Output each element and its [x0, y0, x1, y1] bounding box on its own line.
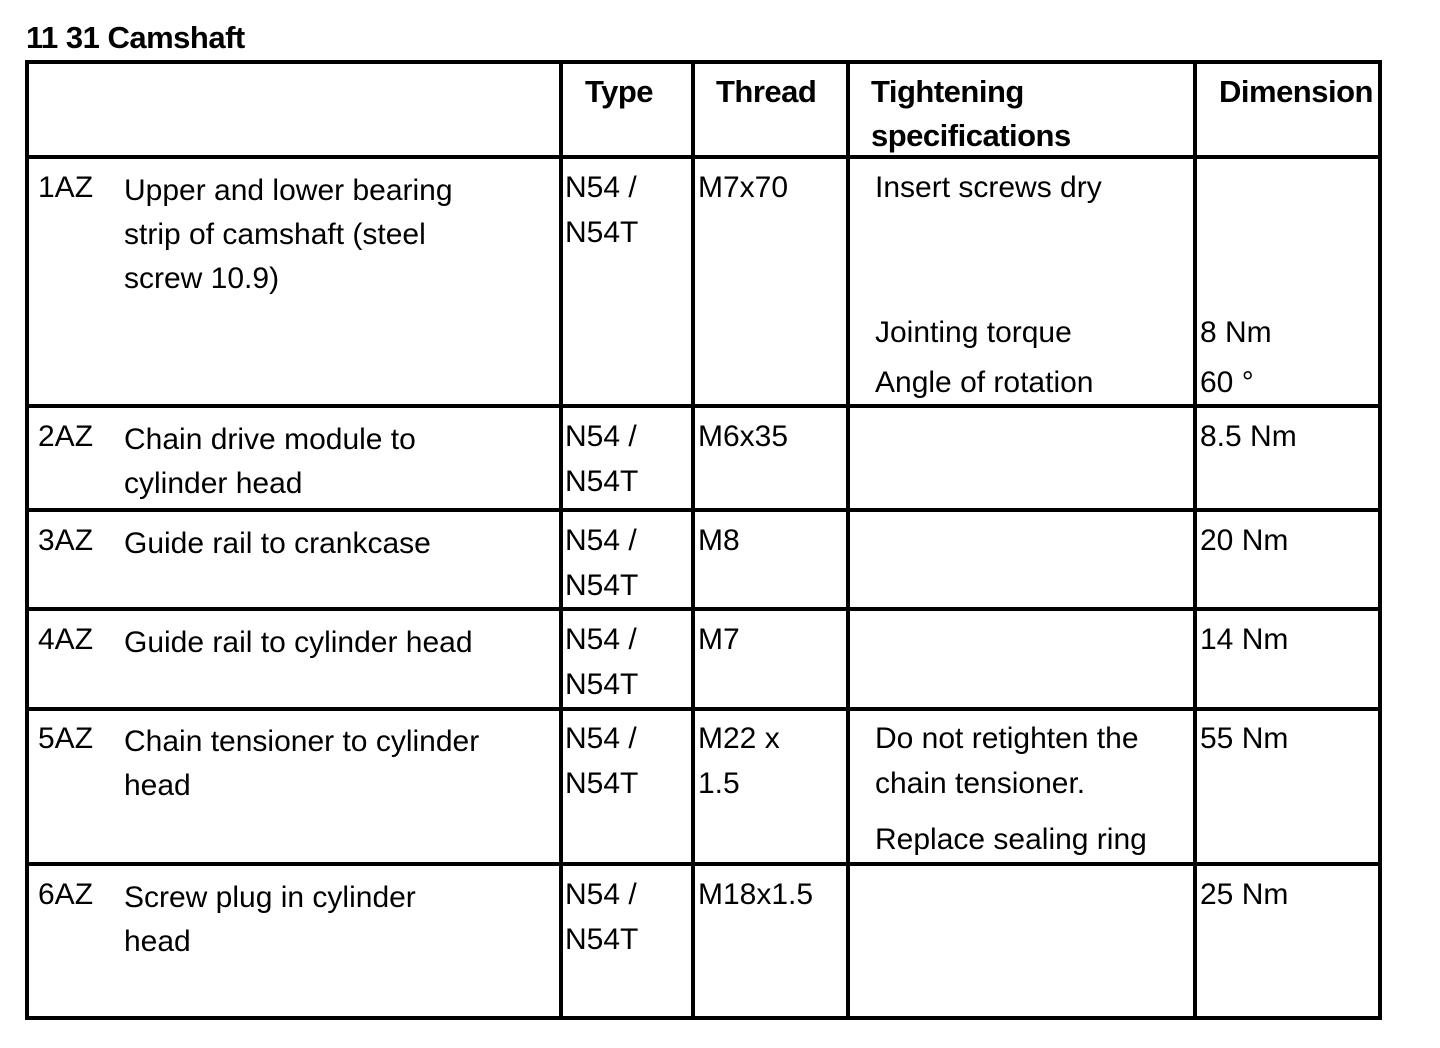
row-type: N54 / [565, 524, 637, 557]
torque-spec-table [25, 60, 1382, 1020]
row-dimension: 60 ° [1200, 366, 1254, 399]
row-type: N54T [565, 216, 639, 249]
row-spec: Jointing torque [875, 316, 1072, 349]
row-divider [29, 707, 1378, 711]
row-spec: Replace sealing ring [875, 823, 1147, 856]
row-dimension: 25 Nm [1200, 878, 1289, 911]
row-dimension: 8 Nm [1200, 316, 1272, 349]
row-thread: M7 [698, 623, 740, 656]
row-type: N54 / [565, 878, 637, 911]
row-description: Chain tensioner to cylinder [124, 725, 480, 758]
row-type: N54T [565, 668, 639, 701]
row-description: strip of camshaft (steel [124, 218, 426, 251]
row-thread: M18x1.5 [698, 878, 814, 911]
column-divider [846, 64, 850, 1016]
row-divider [29, 508, 1378, 512]
row-dimension: 8.5 Nm [1200, 420, 1297, 453]
row-description: Upper and lower bearing [124, 174, 453, 207]
row-description: Guide rail to crankcase [124, 527, 431, 560]
row-type: N54 / [565, 722, 637, 755]
row-type: N54 / [565, 420, 637, 453]
row-dimension: 55 Nm [1200, 722, 1289, 755]
row-divider [29, 862, 1378, 866]
row-spec: chain tensioner. [875, 767, 1086, 800]
row-code: 2AZ [38, 420, 94, 453]
row-description: Guide rail to cylinder head [124, 626, 473, 659]
header-thread: Thread [716, 74, 817, 109]
row-description: cylinder head [124, 467, 303, 500]
row-type: N54T [565, 923, 639, 956]
row-description: head [124, 769, 191, 802]
row-spec: Insert screws dry [875, 171, 1102, 204]
page-title: 11 31 Camshaft [26, 20, 245, 55]
row-type: N54 / [565, 623, 637, 656]
row-type: N54T [565, 569, 639, 602]
row-divider [29, 607, 1378, 611]
row-description: head [124, 925, 191, 958]
header-dimension: Dimension [1219, 74, 1373, 109]
row-dimension: 20 Nm [1200, 524, 1289, 557]
row-thread: M6x35 [698, 420, 789, 453]
row-thread: M7x70 [698, 171, 789, 204]
row-dimension: 14 Nm [1200, 623, 1289, 656]
row-type: N54T [565, 767, 639, 800]
row-description: Chain drive module to [124, 423, 416, 456]
header-tightening: Tightening [871, 74, 1024, 109]
row-description: Screw plug in cylinder [124, 881, 416, 914]
row-description: screw 10.9) [124, 262, 280, 295]
row-code: 4AZ [38, 623, 94, 656]
header-type: Type [585, 74, 654, 109]
header-specifications: specifications [871, 118, 1071, 153]
row-type: N54 / [565, 171, 637, 204]
row-thread: 1.5 [698, 767, 740, 800]
row-code: 6AZ [38, 878, 94, 911]
row-thread: M22 x [698, 722, 780, 755]
column-divider [1193, 64, 1197, 1016]
row-divider [29, 404, 1378, 408]
row-spec: Do not retighten the [875, 722, 1139, 755]
row-thread: M8 [698, 524, 740, 557]
column-divider [691, 64, 695, 1016]
row-type: N54T [565, 465, 639, 498]
row-spec: Angle of rotation [875, 366, 1094, 399]
row-code: 3AZ [38, 524, 94, 557]
row-code: 1AZ [38, 171, 94, 204]
column-divider [559, 64, 563, 1016]
row-divider [29, 155, 1378, 159]
row-code: 5AZ [38, 722, 94, 755]
